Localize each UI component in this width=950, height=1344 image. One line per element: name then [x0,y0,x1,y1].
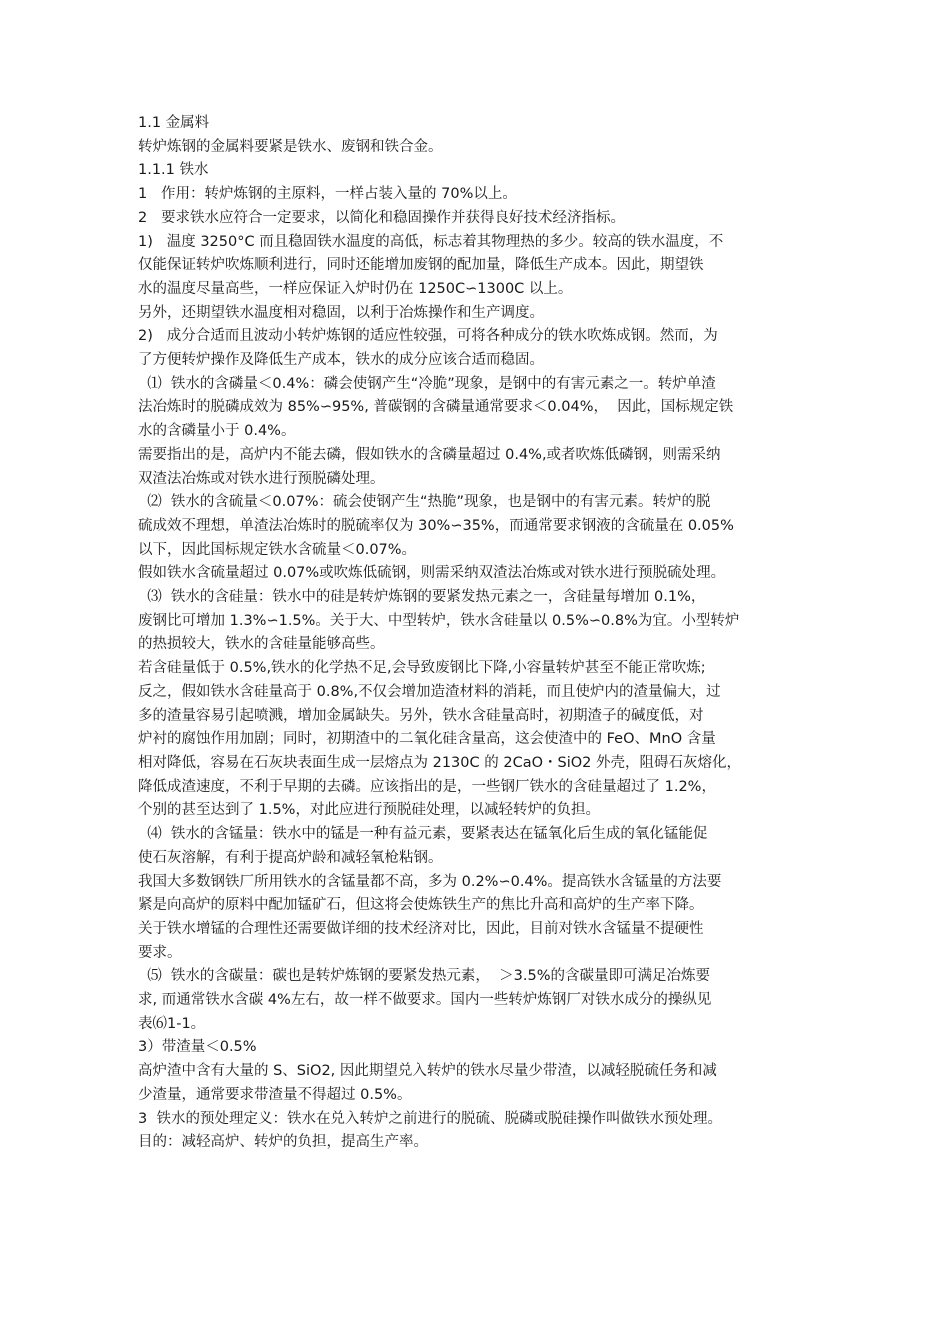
paragraph-line: 废钢比可增加 1.3%∽1.5%。关于大、中型转炉，铁水含硅量以 0.5%∽0.8%为宜。小型转炉 [138,612,740,629]
paragraph-line: 多的渣量容易引起喷溅，增加金属缺失。另外，铁水含硅量高时，初期渣子的碱度低，对 [138,707,704,724]
heading-hot-metal: 1.1.1 铁水 [138,162,209,179]
paragraph-line: 水的含磷量小于 0.4%。 [138,423,296,440]
paragraph-line: 水的温度尽量高些，一样应保证入炉时仍在 1250C∽1300C 以上。 [138,280,573,297]
paragraph-line: 要求。 [138,944,182,961]
paragraph-line: 假如铁水含硫量超过 0.07%或吹炼低硫钢，则需采纳双渣法冶炼或对铁水进行预脱硫处理。 [138,565,726,582]
paragraph-line: 转炉炼钢的金属料要紧是铁水、废钢和铁合金。 [138,138,443,155]
paragraph-line: 1 作用：转炉炼钢的主原料，一样占装入量的 70%以上。 [138,186,517,203]
paragraph-line: 需要指出的是，高炉内不能去磷，假如铁水的含磷量超过 0.4%,或者吹炼低磷钢，则需采纳 [138,446,721,463]
paragraph-line: 的热损较大，铁水的含硅量能够高些。 [138,636,385,653]
paragraph-line: 使石灰溶解，有利于提高炉龄和减轻氧枪粘钢。 [138,849,443,866]
paragraph-line: 3 铁水的预处理定义：铁水在兑入转炉之前进行的脱硫、脱磷或脱硅操作叫做铁水预处理。 [138,1110,722,1127]
paragraph-line: ⑸ 铁水的含碳量：碳也是转炉炼钢的要紧发热元素， ＞3.5%的含碳量即可满足冶炼要 [138,968,710,985]
paragraph-line: 表⑹1-1。 [138,1015,206,1032]
paragraph-line: 2) 成分合适而且波动小转炉炼钢的适应性较强，可将各种成分的铁水吹炼成钢。然而，为 [138,328,718,345]
paragraph-line: 硫成效不理想，单渣法冶炼时的脱硫率仅为 30%∽35%，而通常要求钢液的含硫量在 0.05% [138,517,734,534]
paragraph-line: 目的：减轻高炉、转炉的负担，提高生产率。 [138,1134,428,1151]
paragraph-line: 法冶炼时的脱磷成效为 85%∽95%, 普碳钢的含磷量通常要求＜0.04%， 因此，国标规定铁 [138,399,734,416]
paragraph-line: 少渣量，通常要求带渣量不得超过 0.5%。 [138,1086,412,1103]
paragraph-line: 个别的甚至达到了 1.5%，对此应进行预脱硅处理，以减轻转炉的负担。 [138,802,600,819]
paragraph-line: 1) 温度 3250°C 而且稳固铁水温度的高低，标志着其物理热的多少。较高的铁水温度，不 [138,233,724,250]
paragraph-line: 反之，假如铁水含硅量高于 0.8%,不仅会增加造渣材料的消耗，而且使炉内的渣量偏大，过 [138,683,721,700]
paragraph-line: 炉衬的腐蚀作用加剧；同时，初期渣中的二氧化硅含量高，这会使渣中的 FeO、MnO 含量 [138,731,716,748]
paragraph-line: 相对降低，容易在石灰块表面生成一层熔点为 2130C 的 2CaO・SiO2 外壳，阻碍石灰熔化， [138,754,741,771]
document-body [138,112,828,1155]
paragraph-line: 我国大多数钢铁厂所用铁水的含锰量都不高，多为 0.2%∽0.4%。提高铁水含锰量的方法要 [138,873,722,890]
paragraph-line: 双渣法冶炼或对铁水进行预脱磷处理。 [138,470,385,487]
paragraph-line: 2 要求铁水应符合一定要求，以简化和稳固操作并获得良好技术经济指标。 [138,209,626,226]
paragraph-line: 3）带渣量＜0.5% [138,1039,257,1056]
paragraph-line: 高炉渣中含有大量的 S、SiO2, 因此期望兑入转炉的铁水尽量少带渣，以减轻脱硫任务和减 [138,1063,717,1080]
paragraph-line: ⑶ 铁水的含硅量：铁水中的硅是转炉炼钢的要紧发热元素之一，含硅量每增加 0.1%， [138,589,706,606]
paragraph-line: ⑷ 铁水的含锰量：铁水中的锰是一种有益元素，要紧表达在锰氧化后生成的氧化锰能促 [138,826,708,843]
heading-metal-materials: 1.1 金属料 [138,115,210,131]
paragraph-line: 求, 而通常铁水含碳 4%左右，故一样不做要求。国内一些转炉炼钢厂对铁水成分的操纵见 [138,992,712,1009]
paragraph-line: 若含硅量低于 0.5%,铁水的化学热不足,会导致废钢比下降,小容量转炉甚至不能正常吹炼; [138,660,706,677]
paragraph-line: 紧是向高炉的原料中配加锰矿石，但这将会使炼铁生产的焦比升高和高炉的生产率下降。 [138,897,704,914]
paragraph-line: 关于铁水增锰的合理性还需要做详细的技术经济对比，因此，目前对铁水含锰量不提硬性 [138,920,704,937]
paragraph-line: 了方便转炉操作及降低生产成本，铁水的成分应该合适而稳固。 [138,352,544,369]
paragraph-line: 仅能保证转炉吹炼顺利进行，同时还能增加废钢的配加量，降低生产成本。因此，期望铁 [138,257,704,274]
paragraph-line: ⑴ 铁水的含磷量＜0.4%：磷会使钢产生“冷脆”现象，是钢中的有害元素之一。转炉单渣 [138,375,716,392]
paragraph-line: 另外，还期望铁水温度相对稳固，以利于冶炼操作和生产调度。 [138,304,544,321]
paragraph-line: 降低成渣速度，不利于早期的去磷。应该指出的是，一些钢厂铁水的含硅量超过了 1.2%， [138,778,716,795]
paragraph-line: 以下，因此国标规定铁水含硫量＜0.07%。 [138,541,417,558]
paragraph-line: ⑵ 铁水的含硫量＜0.07%：硫会使钢产生“热脆”现象，也是钢中的有害元素。转炉的脱 [138,494,711,511]
